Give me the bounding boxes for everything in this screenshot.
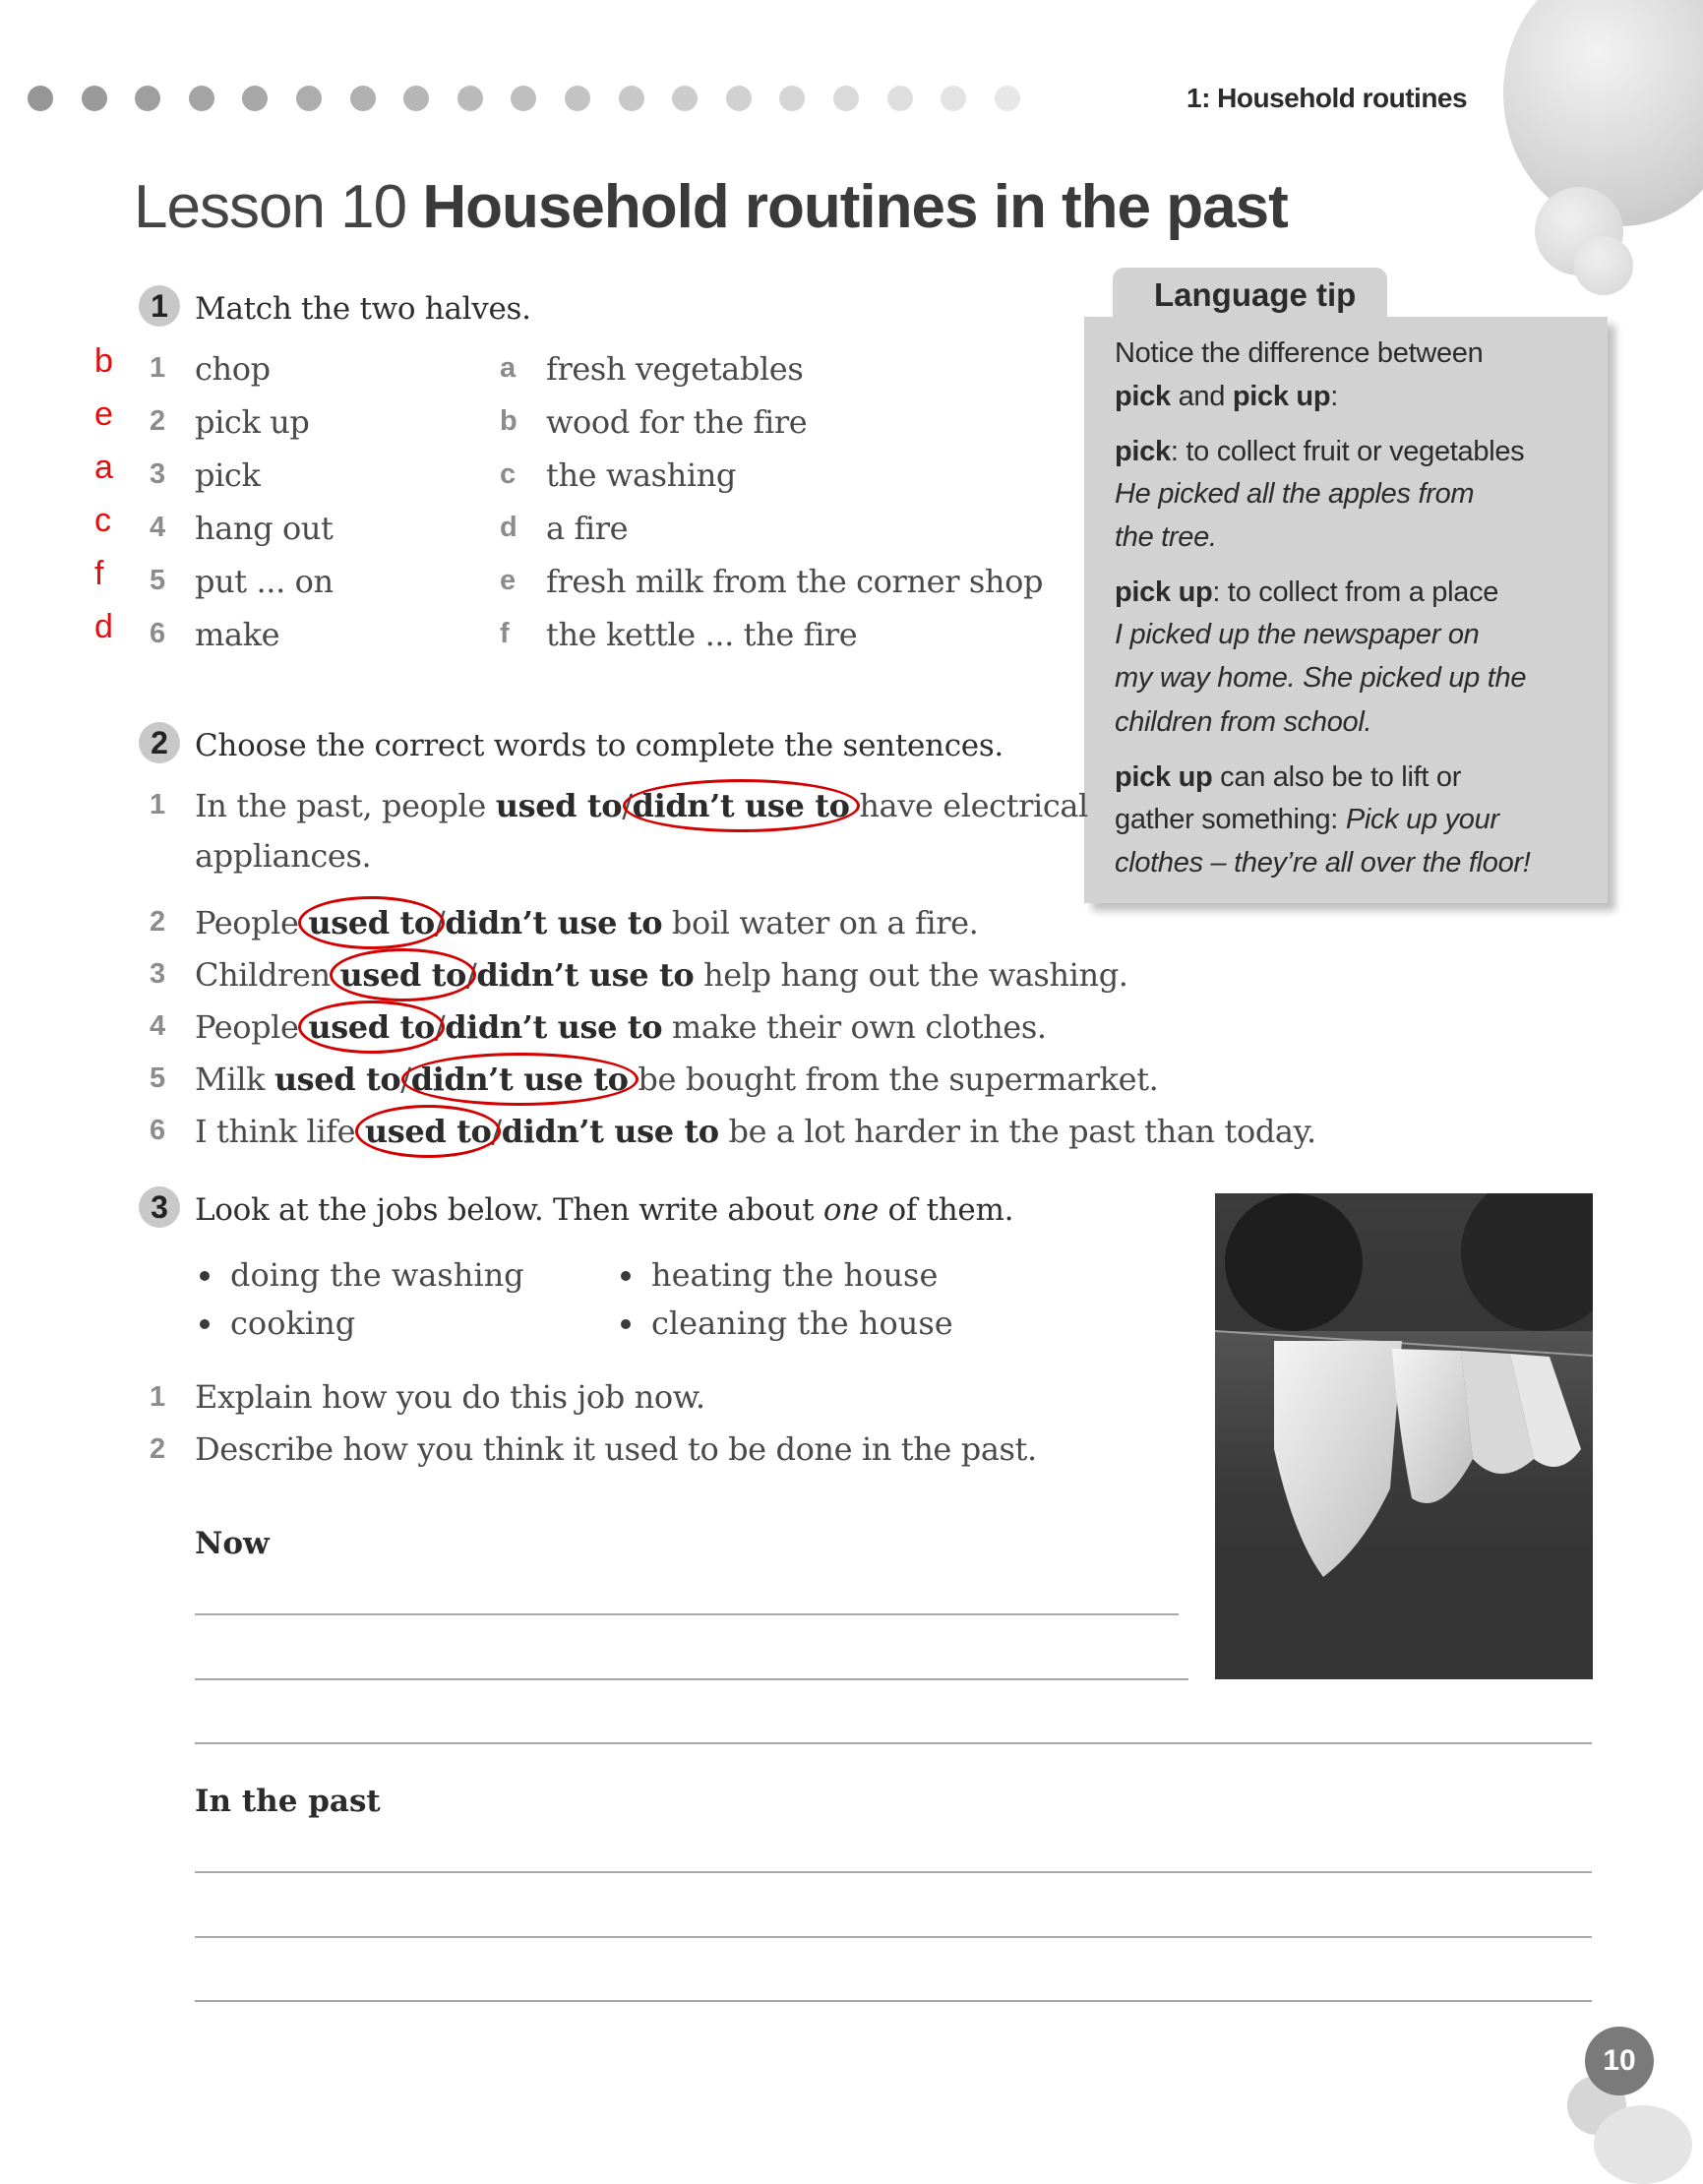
decor-bubble-tiny [1574, 236, 1633, 295]
option-didnt-use-to[interactable]: didn’t use to [410, 1061, 629, 1098]
match-left-item: chop [195, 350, 271, 388]
match-right-item: a fire [546, 510, 629, 547]
option-didnt-use-to[interactable]: didn’t use to [445, 1008, 663, 1046]
item-letter: a [500, 352, 517, 384]
tip-pick-definition: pick: to collect fruit or vegetables [1115, 436, 1525, 467]
task-number: 1 [150, 1381, 166, 1413]
item-letter: d [500, 512, 517, 543]
item-number: 6 [150, 618, 166, 649]
option-used-to[interactable]: used to [274, 1061, 401, 1098]
job-bullet: heating the house [651, 1256, 939, 1294]
option-didnt-use-to[interactable]: didn’t use to [445, 904, 663, 941]
sentence-start: People [195, 1008, 309, 1046]
tip-pickup-definition: pick up: to collect from a place [1115, 576, 1499, 608]
job-bullet: cooking [230, 1304, 356, 1342]
tip-pick-example-2: the tree. [1115, 521, 1217, 553]
progress-dot [82, 86, 107, 111]
tip-also-3: clothes – they’re all over the floor! [1115, 847, 1531, 879]
tip-also-2: gather something: Pick up your [1115, 804, 1499, 835]
progress-dot [350, 86, 376, 111]
language-tip-title: Language tip [1154, 276, 1357, 313]
progress-dot [619, 86, 644, 111]
exercise-2-instruction: Choose the correct words to complete the sentences. [195, 728, 1004, 763]
handwritten-answer: f [94, 555, 104, 592]
item-letter: b [500, 405, 517, 437]
item-letter: c [500, 458, 517, 490]
progress-dot [565, 86, 590, 111]
task-number: 2 [150, 1433, 166, 1465]
progress-dot [887, 86, 913, 111]
answer-circle [623, 779, 860, 832]
answer-circle [298, 896, 444, 949]
bullet [621, 1319, 631, 1329]
sentence-start: Children [195, 956, 340, 994]
sentence-end: have electrical [849, 787, 1088, 824]
exercise-3-instruction: Look at the jobs below. Then write about one of them. [195, 1192, 1014, 1228]
handwritten-answer: b [94, 342, 113, 380]
sentence-number: 4 [150, 1010, 166, 1042]
match-left-item: pick [195, 456, 261, 494]
option-didnt-use-to[interactable]: didn’t use to [476, 956, 695, 994]
match-right-item: wood for the fire [546, 403, 808, 441]
option-didnt-use-to[interactable]: didn’t use to [501, 1113, 719, 1150]
sentence-end: be a lot harder in the past than today. [718, 1113, 1316, 1150]
decor-bubble-bottom-2 [1594, 2105, 1692, 2184]
bullet [621, 1271, 631, 1281]
match-right-item: fresh milk from the corner shop [546, 563, 1044, 600]
bullet [200, 1271, 210, 1281]
exercise-1-number: 1 [139, 285, 180, 327]
answer-line[interactable] [195, 1871, 1592, 1873]
match-left-item: hang out [195, 510, 334, 547]
sentence-start: Milk [195, 1061, 274, 1098]
answer-line[interactable] [195, 1678, 1188, 1680]
progress-dot [726, 86, 752, 111]
progress-dot [833, 86, 859, 111]
sentence-number: 6 [150, 1115, 166, 1146]
exercise-1-instruction: Match the two halves. [195, 291, 531, 327]
decor-bubble-large [1503, 0, 1703, 226]
job-bullet: cleaning the house [651, 1304, 953, 1342]
sentence-number: 3 [150, 958, 166, 990]
progress-dot [135, 86, 160, 111]
progress-dot [672, 86, 698, 111]
handwritten-answer: e [94, 395, 113, 433]
answer-circle [401, 1053, 639, 1106]
progress-dot [28, 86, 53, 111]
now-label: Now [195, 1526, 270, 1561]
progress-dot [779, 86, 805, 111]
progress-dot [995, 86, 1020, 111]
match-right-item: the kettle ... the fire [546, 616, 858, 653]
item-letter: e [500, 565, 517, 596]
item-number: 5 [150, 565, 166, 596]
handwritten-answer: c [94, 502, 111, 539]
sentence-continuation: appliances. [195, 837, 372, 875]
match-left-item: pick up [195, 403, 310, 441]
handwritten-answer: a [94, 449, 113, 486]
sentence-text [195, 1061, 1158, 1098]
match-left-item: make [195, 616, 280, 653]
handwritten-answer: d [94, 608, 113, 645]
option-didnt-use-to[interactable]: didn’t use to [632, 787, 850, 824]
option-used-to[interactable]: used to [308, 904, 435, 941]
past-label: In the past [195, 1784, 381, 1819]
tip-also: pick up can also be to lift or [1115, 761, 1462, 793]
answer-line[interactable] [195, 1742, 1592, 1744]
sentence-start: I think life [195, 1113, 365, 1150]
option-slash: / [434, 904, 446, 941]
option-used-to[interactable]: used to [364, 1113, 492, 1150]
sentence-start: People [195, 904, 309, 941]
tip-pickup-example: I picked up the newspaper on [1115, 619, 1480, 650]
progress-dot [296, 86, 322, 111]
item-number: 1 [150, 352, 166, 384]
progress-dot [189, 86, 214, 111]
sentence-end: boil water on a fire. [662, 904, 979, 941]
sentence-number: 1 [150, 789, 166, 820]
sentence-number: 2 [150, 906, 166, 938]
match-right-item: the washing [546, 456, 737, 494]
tip-pickup-example-3: children from school. [1115, 706, 1372, 738]
sentence-end: make their own clothes. [662, 1008, 1047, 1046]
exercise-2-number: 2 [139, 722, 180, 763]
answer-line[interactable] [195, 2000, 1592, 2002]
option-used-to[interactable]: used to [339, 956, 466, 994]
item-letter: f [500, 618, 510, 649]
running-header: 1: Household routines [1186, 83, 1468, 113]
sentence-end: help hang out the washing. [694, 956, 1128, 994]
progress-dot [457, 86, 483, 111]
option-slash: / [400, 1061, 411, 1098]
item-number: 4 [150, 512, 166, 543]
tip-pickup-example-2: my way home. She picked up the [1115, 662, 1527, 694]
task-text: Explain how you do this job now. [195, 1378, 705, 1416]
tip-intro: Notice the difference between [1115, 337, 1484, 369]
match-left-item: put ... on [195, 563, 334, 600]
option-used-to[interactable]: used to [308, 1008, 435, 1046]
progress-dot [941, 86, 966, 111]
answer-circle [330, 948, 475, 1001]
match-right-item: fresh vegetables [546, 350, 804, 388]
sentence-number: 5 [150, 1062, 166, 1094]
bullet [200, 1319, 210, 1329]
option-used-to[interactable]: used to [495, 787, 623, 824]
job-bullet: doing the washing [230, 1256, 524, 1294]
task-text: Describe how you think it used to be done in the past. [195, 1430, 1037, 1468]
answer-circle [298, 1001, 444, 1054]
progress-dot [403, 86, 429, 111]
option-slash: / [465, 956, 477, 994]
option-slash: / [622, 787, 633, 824]
washing-line-photo [1215, 1193, 1593, 1679]
page-number: 10 [1585, 2027, 1654, 2095]
option-slash: / [491, 1113, 502, 1150]
sentence-start: In the past, people [195, 787, 496, 824]
tip-intro-terms: pick and pick up: [1115, 381, 1339, 412]
item-number: 2 [150, 405, 166, 437]
exercise-3-number: 3 [139, 1186, 180, 1228]
progress-dot [511, 86, 536, 111]
answer-circle [355, 1105, 501, 1158]
sentence-end: be bought from the supermarket. [628, 1061, 1159, 1098]
option-slash: / [434, 1008, 446, 1046]
page-title: Lesson 10 Household routines in the past [134, 173, 1288, 241]
item-number: 3 [150, 458, 166, 490]
tip-pick-example: He picked all the apples from [1115, 478, 1475, 510]
answer-line[interactable] [195, 1613, 1179, 1615]
progress-dot [242, 86, 268, 111]
answer-line[interactable] [195, 1936, 1592, 1938]
